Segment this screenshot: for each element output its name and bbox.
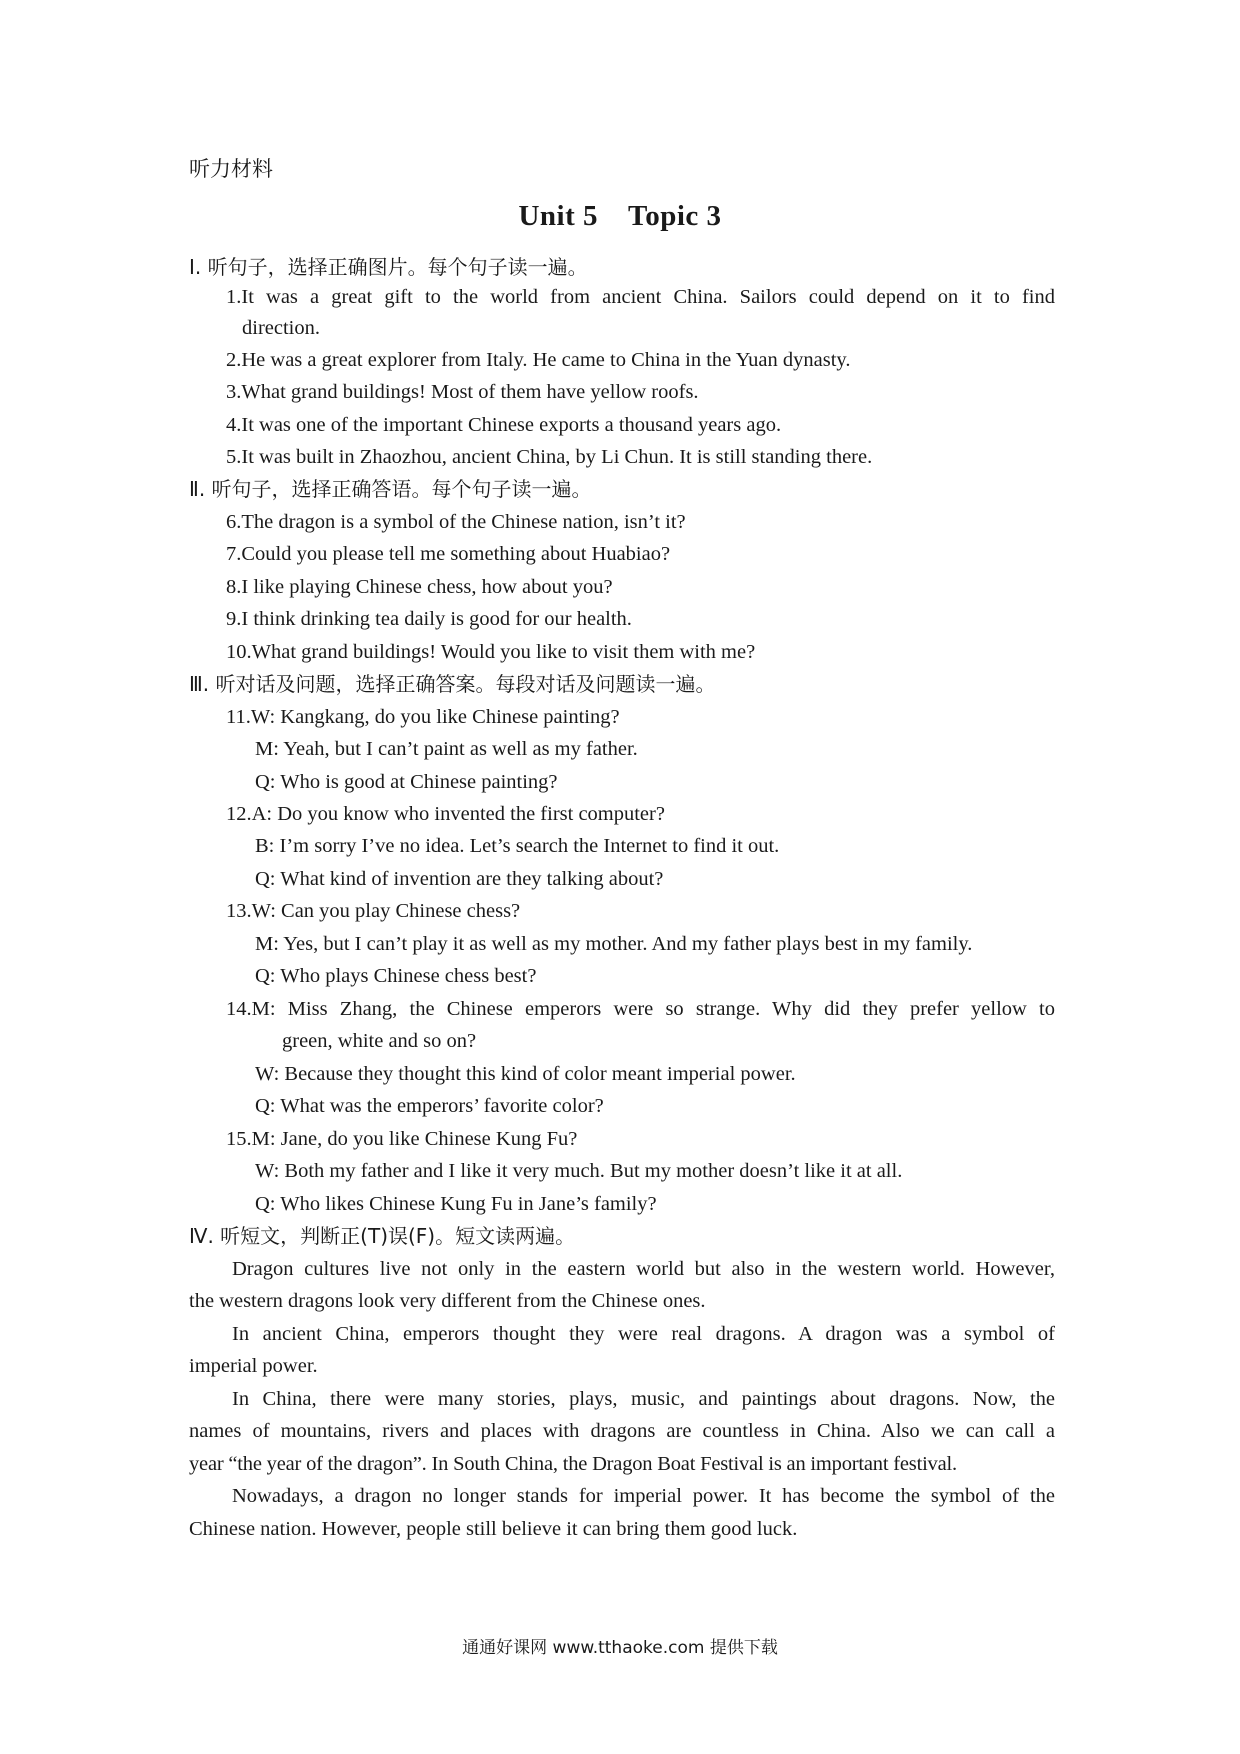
question-1-line-2: direction. <box>242 317 320 339</box>
passage-p4-line-2: Chinese nation. However, people still believe it can bring them good luck. <box>189 1518 798 1540</box>
passage-p2-line-2: imperial power. <box>189 1355 318 1377</box>
passage-p3-line-2: names of mountains, rivers and places with dragons are countless in China. Also we can call a <box>189 1420 1055 1442</box>
question-2: 2.He was a great explorer from Italy. He came to China in the Yuan dynasty. <box>226 349 851 371</box>
question-15-line-2: W: Both my father and I like it very much. But my mother doesn’t like it at all. <box>255 1160 903 1182</box>
question-14-line-2: green, white and so on? <box>282 1030 477 1052</box>
passage-p1-line-1: Dragon cultures live not only in the eastern world but also in the western world. However, <box>232 1258 1055 1280</box>
question-12-line-1: 12.A: Do you know who invented the first computer? <box>226 803 665 825</box>
passage-p3-line-3: year “the year of the dragon”. In South China, the Dragon Boat Festival is an important festival. <box>189 1453 957 1475</box>
question-13-line-3: Q: Who plays Chinese chess best? <box>255 965 537 987</box>
title-topic: Topic 3 <box>628 200 722 232</box>
question-11-line-3: Q: Who is good at Chinese painting? <box>255 771 558 793</box>
footer-source: 通通好课网 www.tthaoke.com 提供下载 <box>462 1638 778 1658</box>
passage-p4-line-1: Nowadays, a dragon no longer stands for imperial power. It has become the symbol of the <box>232 1485 1055 1507</box>
section-1-heading: Ⅰ. 听句子，选择正确图片。每个句子读一遍。 <box>189 255 588 279</box>
question-15-line-3: Q: Who likes Chinese Kung Fu in Jane’s family? <box>255 1193 657 1215</box>
section-3-heading: Ⅲ. 听对话及问题，选择正确答案。每段对话及问题读一遍。 <box>189 672 716 696</box>
section-4-heading: Ⅳ. 听短文，判断正(T)误(F)。短文读两遍。 <box>189 1224 576 1248</box>
listening-material-label: 听力材料 <box>189 157 273 181</box>
question-7: 7.Could you please tell me something about Huabiao? <box>226 543 671 565</box>
question-11-line-1: 11.W: Kangkang, do you like Chinese painting? <box>226 706 620 728</box>
passage-p3-line-1: In China, there were many stories, plays, music, and paintings about dragons. Now, the <box>232 1388 1055 1410</box>
question-12-line-3: Q: What kind of invention are they talking about? <box>255 868 664 890</box>
passage-p1-line-2: the western dragons look very different from the Chinese ones. <box>189 1290 706 1312</box>
question-5: 5.It was built in Zhaozhou, ancient China, by Li Chun. It is still standing there. <box>226 446 873 468</box>
question-10: 10.What grand buildings! Would you like to visit them with me? <box>226 641 756 663</box>
question-9: 9.I think drinking tea daily is good for our health. <box>226 608 632 630</box>
question-12-line-2: B: I’m sorry I’ve no idea. Let’s search the Internet to find it out. <box>255 835 780 857</box>
page-title <box>0 200 1240 233</box>
question-3: 3.What grand buildings! Most of them have yellow roofs. <box>226 381 699 403</box>
question-8: 8.I like playing Chinese chess, how about you? <box>226 576 613 598</box>
question-14-line-4: Q: What was the emperors’ favorite color? <box>255 1095 604 1117</box>
question-13-line-1: 13.W: Can you play Chinese chess? <box>226 900 521 922</box>
question-14-line-1: 14.M: Miss Zhang, the Chinese emperors were so strange. Why did they prefer yellow to <box>226 998 1055 1020</box>
question-13-line-2: M: Yes, but I can’t play it as well as my mother. And my father plays best in my family. <box>255 933 973 955</box>
passage-p2-line-1: In ancient China, emperors thought they were real dragons. A dragon was a symbol of <box>232 1323 1055 1345</box>
question-6: 6.The dragon is a symbol of the Chinese nation, isn’t it? <box>226 511 686 533</box>
section-2-heading: Ⅱ. 听句子，选择正确答语。每个句子读一遍。 <box>189 477 592 501</box>
question-15-line-1: 15.M: Jane, do you like Chinese Kung Fu? <box>226 1128 578 1150</box>
question-11-line-2: M: Yeah, but I can’t paint as well as my father. <box>255 738 638 760</box>
question-14-line-3: W: Because they thought this kind of color meant imperial power. <box>255 1063 796 1085</box>
title-unit: Unit 5 <box>518 200 599 232</box>
question-4: 4.It was one of the important Chinese exports a thousand years ago. <box>226 414 782 436</box>
question-1-line-1: 1.It was a great gift to the world from ancient China. Sailors could depend on it to find <box>226 286 1055 308</box>
